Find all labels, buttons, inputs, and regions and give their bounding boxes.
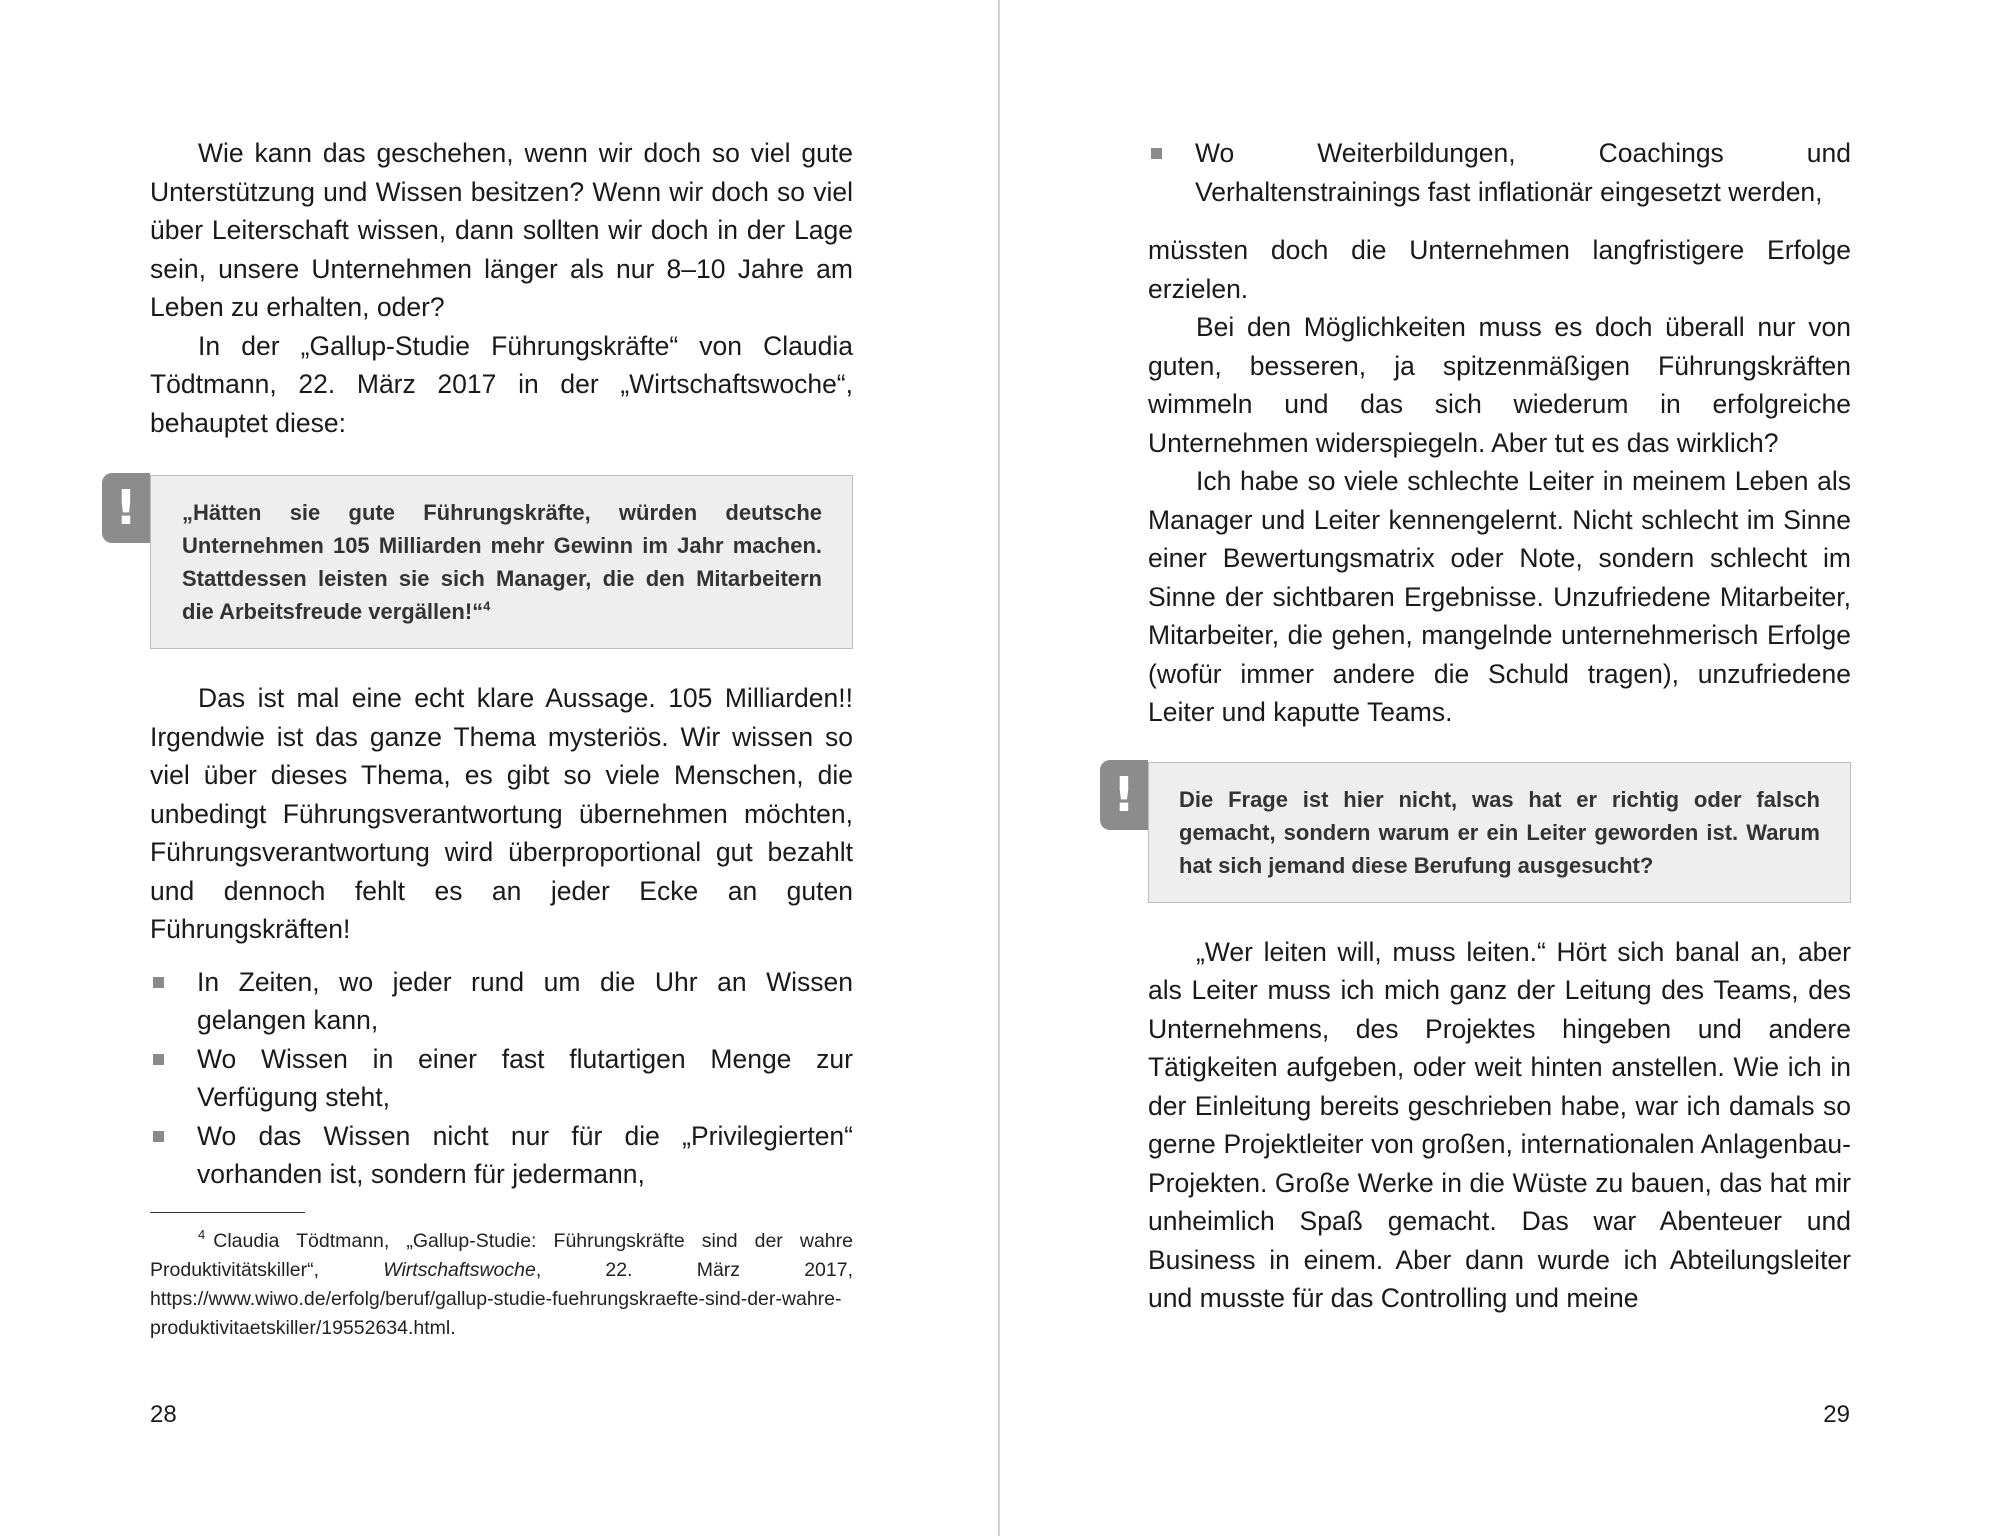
bullet-list xyxy=(150,963,853,1194)
page-number: 29 xyxy=(1823,1401,1850,1428)
paragraph: müssten doch die Unternehmen langfristigere Erfolge erzielen. xyxy=(1148,235,1851,304)
right-page xyxy=(1000,0,2000,1536)
exclamation-icon: ! xyxy=(102,473,150,543)
left-text-column xyxy=(115,134,853,1343)
page-number: 28 xyxy=(150,1401,177,1428)
callout-quote: „Hätten sie gute Führungskräfte, würden deutsche Unternehmen 105 Milliarden mehr Gewinn im Jahr machen. Stattdessen leisten sie sich Manager, die den Mitarbeitern die Arbeitsfreude vergällen!“ xyxy=(182,500,822,624)
right-text-column xyxy=(1113,134,1851,1318)
exclamation-icon: ! xyxy=(1100,760,1148,830)
callout-box xyxy=(115,475,853,649)
paragraph: Ich habe so viele schlechte Leiter in meinem Leben als Manager und Leiter kennengelernt. Nicht schlecht im Sinne einer Bewertungsmatrix oder Note, sondern schlecht im Sinne der sichtbaren Ergebnisse. Unzufriedene Mitarbeiter, Mitarbeiter, die gehen, mangelnde unternehmerisch Erfolge (wofür immer andere die Schuld tragen), unzufriedene Leiter und kaputte Teams. xyxy=(1148,466,1851,727)
footnote: $^4$ Claudia Tödtmann, „Gallup-Studie: Führungskräfte sind der wahre Produktivitätskiller“, Wirtschaftswoche, 22. März 2017, https://www.wiwo.de/erfolg/beruf/gallup-studie-fuehrungskraefte-sind-der-wahre-produktivitaetskiller/19552634.html. xyxy=(150,1227,853,1339)
callout-text xyxy=(150,475,853,649)
bullet-square-icon xyxy=(153,1131,164,1142)
bullet-list xyxy=(1148,134,1851,211)
footnote-number: 4 xyxy=(198,1227,206,1242)
list-item: Wo Weiterbildungen, Coachings und Verhaltenstrainings fast inflationär eingesetzt werden, xyxy=(1148,134,1851,211)
paragraph: „Wer leiten will, muss leiten.“ Hört sich banal an, aber als Leiter muss ich mich ganz der Leitung des Teams, des Unternehmens, des Projektes hingeben und andere Tätigkeiten aufgeben, oder weit hinten anstellen. Wie ich in der Einleitung bereits geschrieben habe, war ich damals so gerne Projektleiter von großen, internationalen Anlagenbau-Projekten. Große Werke in die Wüste zu bauen, das hat mir unheimlich Spaß gemacht. Das war Abenteuer und Business in einem. Aber dann wurde ich Abteilungsleiter und musste für das Controlling und meine xyxy=(1148,936,1851,1313)
bullet-square-icon xyxy=(153,1054,164,1065)
paragraph: Wie kann das geschehen, wenn wir doch so viel gute Unterstützung und Wissen besitzen? Wenn wir doch so viel über Leiterschaft wissen, dann sollten wir doch in der Lage sein, unsere Unternehmen länger als nur 8–10 Jahre am Leben zu erhalten, oder? xyxy=(150,138,853,322)
callout-box xyxy=(1113,762,1851,903)
paragraph: Bei den Möglichkeiten muss es doch überall nur von guten, besseren, ja spitzenmäßigen Führungskräften wimmeln und das sich wiederum in erfolgreiche Unternehmen widerspiegeln. Aber tut es das wirklich? xyxy=(1148,312,1851,458)
footnote-source: Wirtschaftswoche xyxy=(383,1258,536,1281)
bullet-square-icon xyxy=(1151,148,1162,159)
list-item: In Zeiten, wo jeder rund um die Uhr an Wissen gelangen kann, xyxy=(150,963,853,1040)
left-page xyxy=(0,0,999,1536)
footnote-divider xyxy=(150,1212,305,1213)
paragraph: Das ist mal eine echt klare Aussage. 105 Milliarden!! Irgendwie ist das ganze Thema mysteriös. Wir wissen so viel über dieses Thema, es gibt so viele Menschen, die unbedingt Führungsverantwortung übernehmen möchten, Führungsverantwortung wird überproportional gut bezahlt und dennoch fehlt es an jeder Ecke an guten Führungskräften! xyxy=(150,683,853,944)
list-item: Wo das Wissen nicht nur für die „Privilegierten“ vorhanden ist, sondern für jedermann, xyxy=(150,1117,853,1194)
bullet-square-icon xyxy=(153,977,164,988)
footnote-area xyxy=(150,1212,853,1343)
list-item: Wo Wissen in einer fast flutartigen Menge zur Verfügung steht, xyxy=(150,1040,853,1117)
callout-text: Die Frage ist hier nicht, was hat er richtig oder falsch gemacht, sondern warum er ein Leiter geworden ist. Warum hat sich jemand diese Berufung ausgesucht? xyxy=(1148,762,1851,903)
footnote-ref: 4 xyxy=(483,598,491,614)
paragraph: In der „Gallup-Studie Führungskräfte“ von Claudia Tödtmann, 22. März 2017 in der „Wirtschaftswoche“, behauptet diese: xyxy=(150,330,853,438)
